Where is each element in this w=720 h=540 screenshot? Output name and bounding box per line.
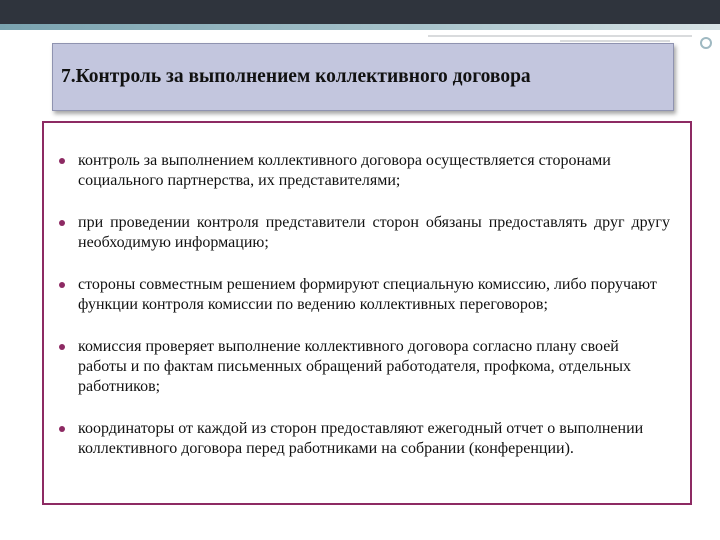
bullet-item [78, 275, 670, 315]
bullet-item [78, 213, 670, 253]
bullet-dot-icon [59, 426, 65, 432]
bullet-item [78, 151, 670, 191]
bullet-dot-icon [59, 220, 65, 226]
bullet-text: координаторы от каждой из сторон предоставляют ежегодный отчет о выполнении коллективного договора перед работниками на собрании (конференции). [78, 420, 644, 457]
bullet-text: комиссия проверяет выполнение коллективного договора согласно плану своей работы и по фактам письменных обращений работодателя, профкома, отдельных работников; [78, 338, 632, 395]
decorative-circle-icon [700, 37, 712, 49]
bullet-text: стороны совместным решением формируют специальную комиссию, либо поручают функции контроля комиссии по ведению коллективных переговоров; [78, 276, 657, 313]
bullet-dot-icon [59, 158, 65, 164]
bullet-text: при проведении контроля представители сторон обязаны предоставлять друг другу необходимую информацию; [78, 214, 670, 251]
bullet-list [44, 123, 690, 459]
content-frame [42, 121, 692, 505]
top-bar [0, 0, 720, 24]
decorative-line [428, 35, 692, 37]
slide-title-box [52, 43, 674, 111]
bullet-item [78, 337, 670, 397]
slide-title: 7.Контроль за выполнением коллективного договора [61, 66, 531, 87]
decorative-line [560, 40, 670, 42]
bullet-dot-icon [59, 344, 65, 350]
bullet-text: контроль за выполнением коллективного договора осуществляется сторонами социального партнерства, их представителями; [78, 152, 611, 189]
top-bar-accent [0, 24, 720, 30]
bullet-dot-icon [59, 282, 65, 288]
bullet-item [78, 419, 670, 459]
